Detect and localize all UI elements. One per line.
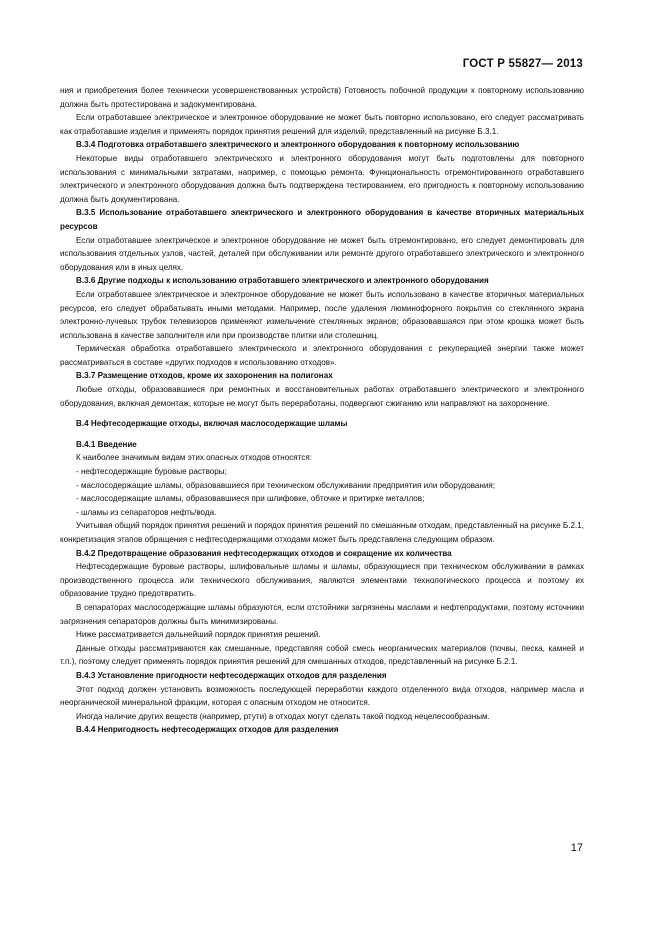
section-heading-b-3-4: В.3.4 Подготовка отработавшего электрического и электронного оборудования к повторному использованию [76,140,520,150]
section-heading-b-4: В.4 Нефтесодержащие отходы, включая маслосодержащие шламы [76,419,348,429]
paragraph: Любые отходы, образовавшиеся при ремонтных и восстановительных работах отработавшего электрического и электронного оборудования, включая демонтаж, которые не могут быть переработаны, подвергают сжиганию или направляют на захоронение. [60,385,584,408]
section-heading-b-3-7: В.3.7 Размещение отходов, кроме их захоронения на полигонах [76,371,333,381]
paragraph: ния и приобретения более технически усовершенствованных устройств) Готовность побочной продукции к повторному использованию должна быть протестирована и задокументирована. [60,86,584,109]
paragraph: В сепараторах маслосодержащие шламы образуются, если отстойники загрязнены маслами и нефтепродуктами, поэтому источники загрязнения сепараторов должны быть минимизированы. [60,602,584,626]
paragraph: Нефтесодержащие буровые растворы, шлифовальные шламы и шламы, образующиеся при техническом обслуживании в рамках производственного процесса или технического обслуживания, являются элементами технологического процесса и поэтому их образование трудно предотвратить. [60,562,584,599]
paragraph: К наиболее значимым видам этих опасных отходов относятся: [76,453,312,463]
list-item: - маслосодержащие шламы, образовавшиеся при шлифовке, обточке и притирке металлов; [76,494,425,504]
document-body [60,84,584,737]
section-heading-b-4-3: В.4.3 Установление пригодности нефтесодержащих отходов для разделения [76,670,387,680]
paragraph: Этот подход должен установить возможность последующей переработки каждого отделенного вида отходов, например масла и неорганической минеральной фракции, которая с опасным отходом не относится. [60,684,584,708]
section-heading-b-3-5: В.3.5 Использование отработавшего электрического и электронного оборудования в качестве вторичных материальных ресурсов [60,208,584,231]
page-number: 17 [570,842,583,854]
paragraph: Термическая обработка отработавшего электрического и электронного оборудования с рекуперацией энергии также может рассматриваться в составе «других подходов к использованию отходов». [60,344,584,367]
paragraph: Некоторые виды отработавшего электрического и электронного оборудования могут быть подготовлены для повторного использования с минимальными затратами, например, с помощью ремонта. Функциональность отремонтированного отработавшего электрического и электронного оборудования должна быть подтверждена тестированием, его пригодность к повторному использованию должна быть документирована. [60,153,584,204]
paragraph: Данные отходы рассматриваются как смешанные, представляя собой смесь неорганических материалов (почвы, песка, камней и т.п.), поэтому следует применять порядок принятия решений для смешанных отходов, представленный на рисунке Б.2.1. [60,643,584,667]
section-heading-b-4-2: В.4.2 Предотвращение образования нефтесодержащих отходов и сокращение их количества [76,548,452,558]
section-heading-b-3-6: В.3.6 Другие подходы к использованию отработавшего электрического и электронного оборудования [76,276,489,286]
document-header: ГОСТ Р 55827— 2013 [462,58,583,70]
paragraph: Учитывая общий порядок принятия решений и порядок принятия решений по смешанным отходам, представленный на рисунке Б.2.1, конкретизация этапов обращения с нефтесодержащими отходами может быть представлена следующим образом. [60,521,584,544]
section-heading-b-4-1: В.4.1 Введение [76,439,137,449]
list-item: - маслосодержащие шламы, образовавшиеся при техническом обслуживании предприятия или оборудования; [76,480,496,490]
list-item: - нефтесодержащие буровые растворы; [76,467,227,477]
paragraph: Ниже рассматривается дальнейший порядок принятия решений. [76,630,321,640]
paragraph: Если отработавшее электрическое и электронное оборудование не может быть использовано в качестве вторичных материальных ресурсов, его следует обрабатывать иными методами. Например, после удаления люминофорного покрытия со стеклянного экрана электронно-лучевых трубок телевизоров применяют измельчение стеклянных экранов; образовавшаяся при этом крошка может быть использована в качестве заполнителя или при производстве плитки или столешниц. [60,289,584,340]
paragraph: Если отработавшее электрическое и электронное оборудование не может быть повторно использовано, его следует рассматривать как отработавшие изделия и применять порядок принятия решений для изделий, представленный на рисунке Б.3.1. [60,113,584,136]
section-heading-b-4-4: В.4.4 Непригодность нефтесодержащих отходов для разделения [76,725,339,735]
paragraph: Если отработавшее электрическое и электронное оборудование не может быть отремонтировано, его следует демонтировать для использования отдельных узлов, частей, деталей при обслуживании или ремонте другого отработавшего электрического и электронного оборудования или в иных целях. [60,235,584,272]
list-item: - шламы из сепараторов нефть/вода. [76,507,217,517]
paragraph: Иногда наличие других веществ (например, ртути) в отходах могут сделать такой подход нецелесообразным. [76,711,490,721]
